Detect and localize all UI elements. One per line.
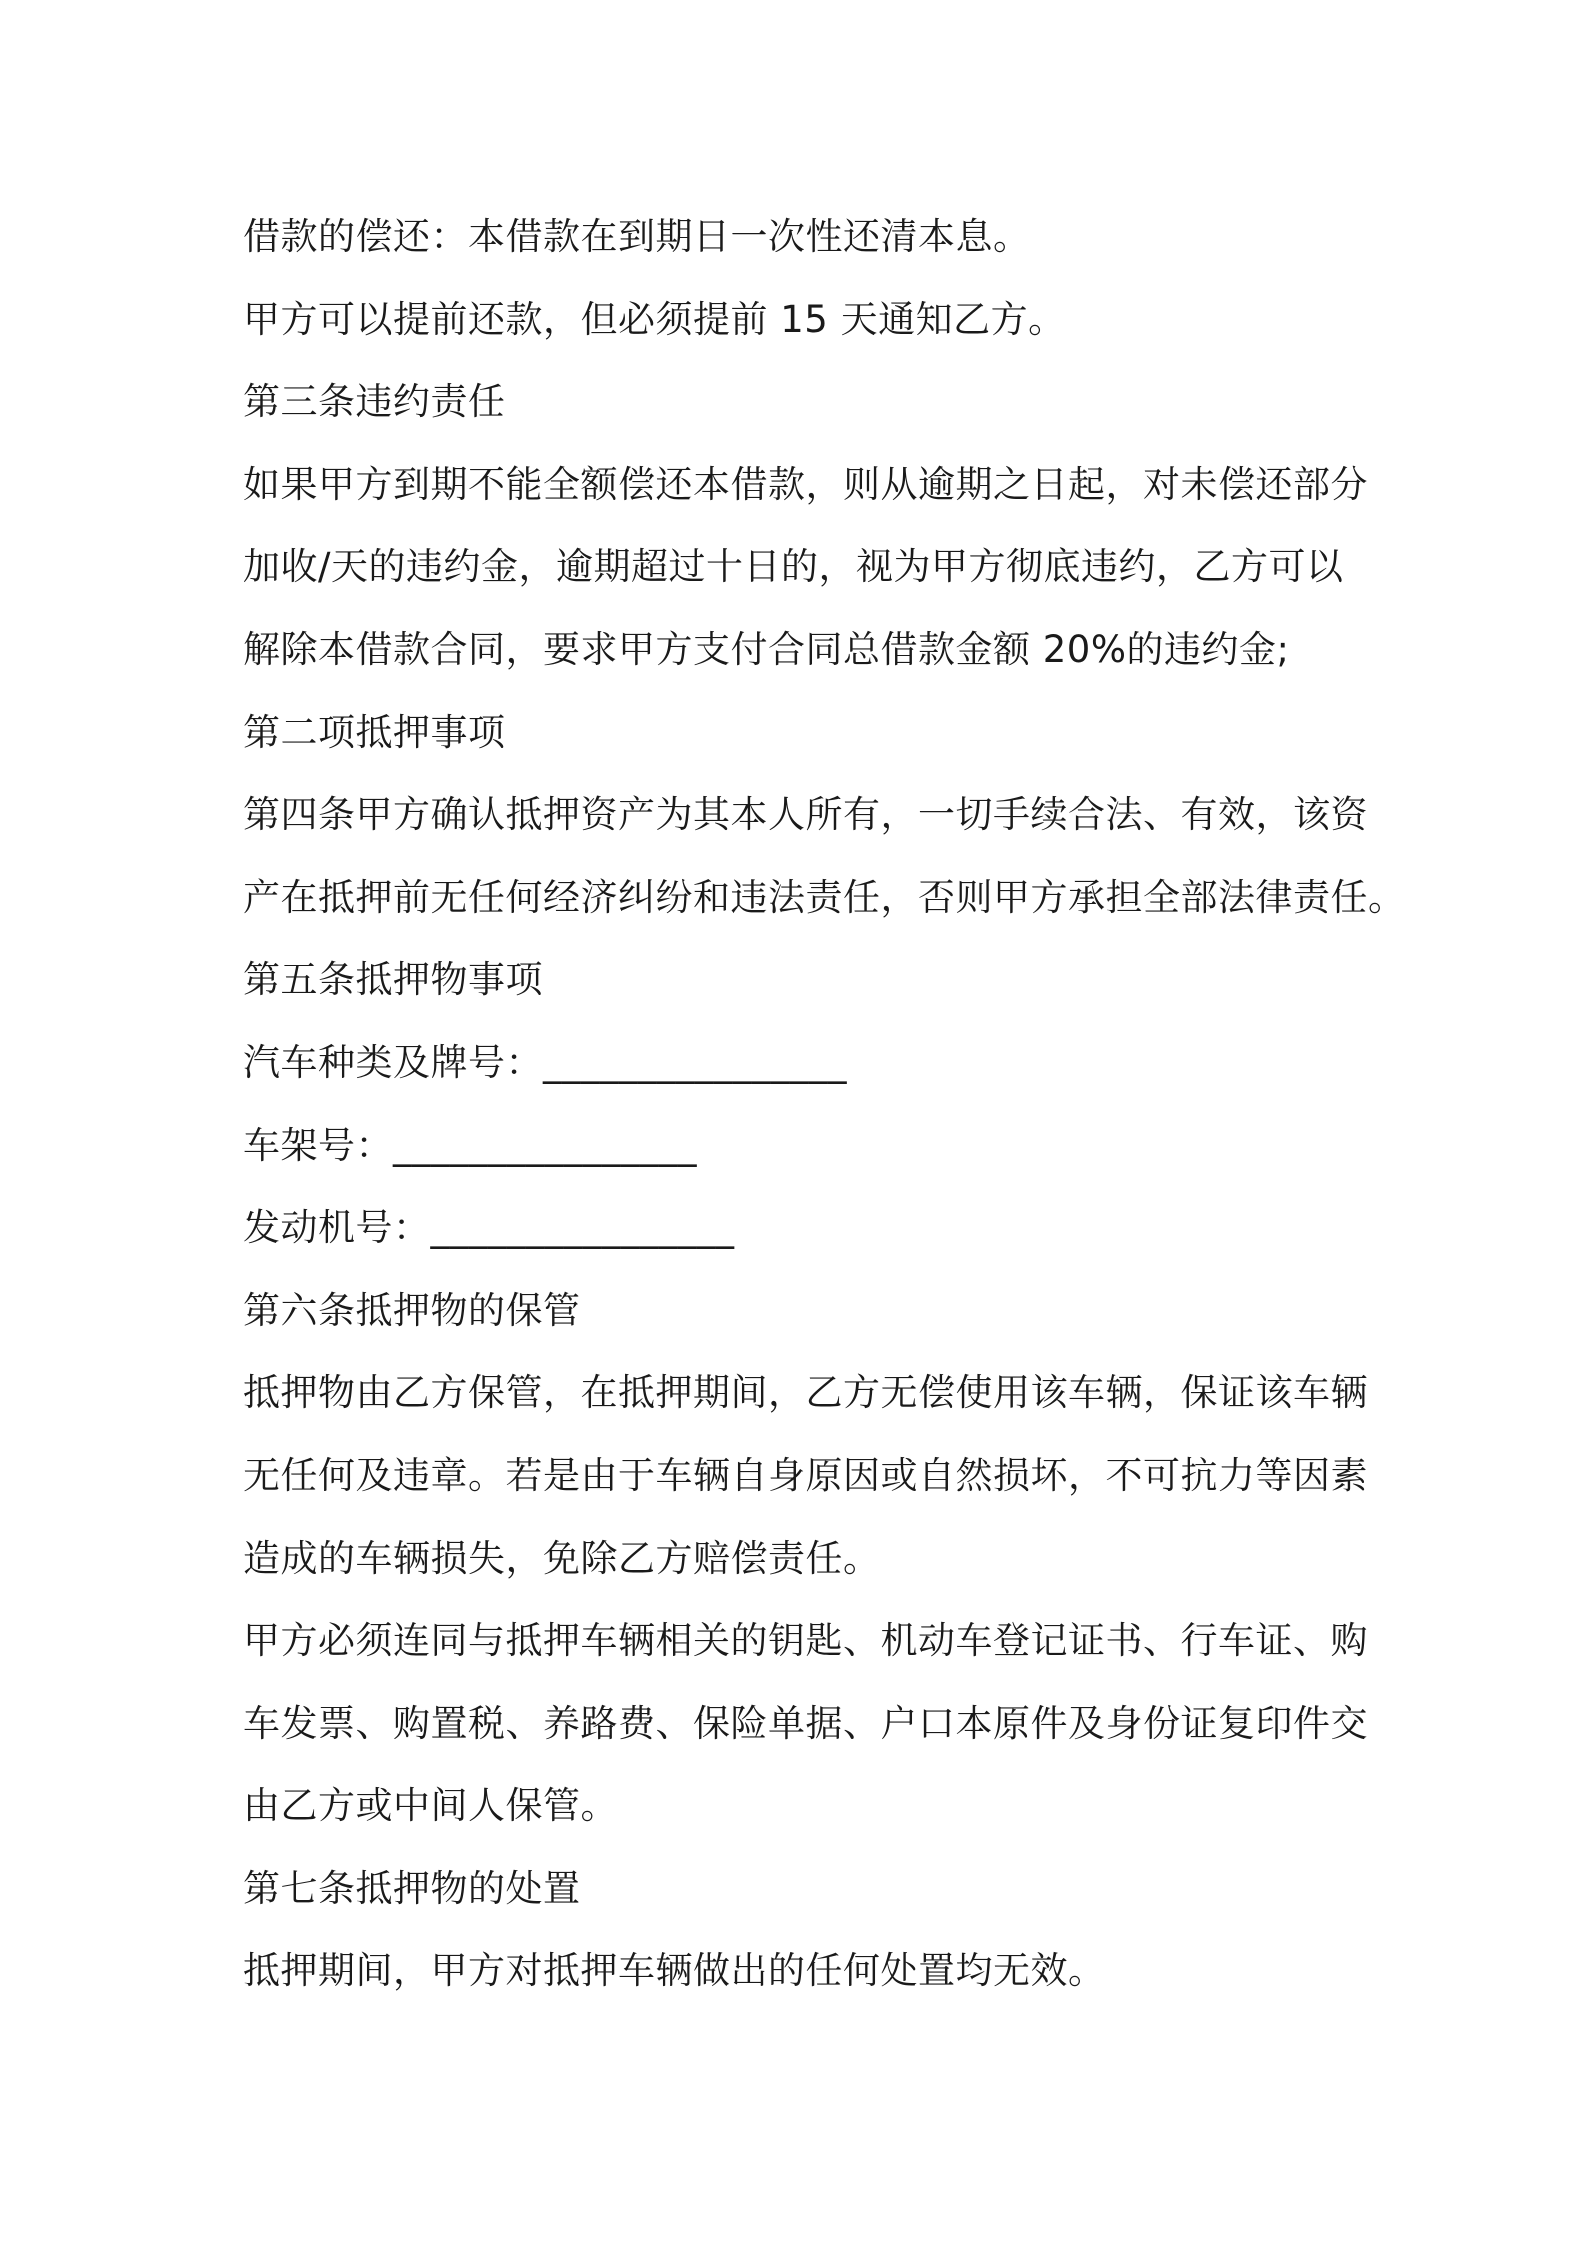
- field-frame-number: 车架号：________________: [243, 1123, 697, 1167]
- document-body: [243, 196, 1406, 2013]
- text-line: 无任何及违章。若是由于车辆自身原因或自然损坏，不可抗力等因素: [243, 1453, 1368, 1497]
- heading-article-5: 第五条抵押物事项: [243, 958, 543, 1002]
- text-line: 加收/天的违约金，逾期超过十日的，视为甲方彻底违约，乙方可以: [243, 545, 1344, 589]
- text-line: 由乙方或中间人保管。: [243, 1784, 618, 1828]
- heading-article-7: 第七条抵押物的处置: [243, 1866, 581, 1910]
- text-line: 车发票、购置税、养路费、保险单据、户口本原件及身份证复印件交: [243, 1701, 1368, 1745]
- text-line: 甲方必须连同与抵押车辆相关的钥匙、机动车登记证书、行车证、购: [243, 1619, 1368, 1663]
- text-line-repayment: 借款的偿还：本借款在到期日一次性还清本息。: [243, 215, 1031, 258]
- heading-article-6: 第六条抵押物的保管: [243, 1288, 581, 1332]
- text-line: 抵押期间，甲方对抵押车辆做出的任何处置均无效。: [243, 1949, 1106, 1993]
- field-engine-number: 发动机号：________________: [243, 1206, 735, 1250]
- text-line: 如果甲方到期不能全额偿还本借款，则从逾期之日起，对未偿还部分: [243, 462, 1368, 506]
- text-line: 第四条甲方确认抵押资产为其本人所有，一切手续合法、有效，该资: [243, 793, 1368, 837]
- heading-article-3: 第三条违约责任: [243, 380, 506, 424]
- text-line: 产在抵押前无任何经济纠纷和违法责任，否则甲方承担全部法律责任。: [243, 875, 1406, 919]
- field-vehicle-plate: 汽车种类及牌号：________________: [243, 1040, 847, 1084]
- text-line: 造成的车辆损失，免除乙方赔偿责任。: [243, 1536, 881, 1580]
- heading-section-2: 第二项抵押事项: [243, 710, 506, 754]
- text-line-early-repayment: 甲方可以提前还款，但必须提前 15 天通知乙方。: [243, 297, 1066, 341]
- text-line: 抵押物由乙方保管，在抵押期间，乙方无偿使用该车辆，保证该车辆: [243, 1371, 1368, 1415]
- text-line: 解除本借款合同，要求甲方支付合同总借款金额 20%的违约金;: [243, 627, 1290, 671]
